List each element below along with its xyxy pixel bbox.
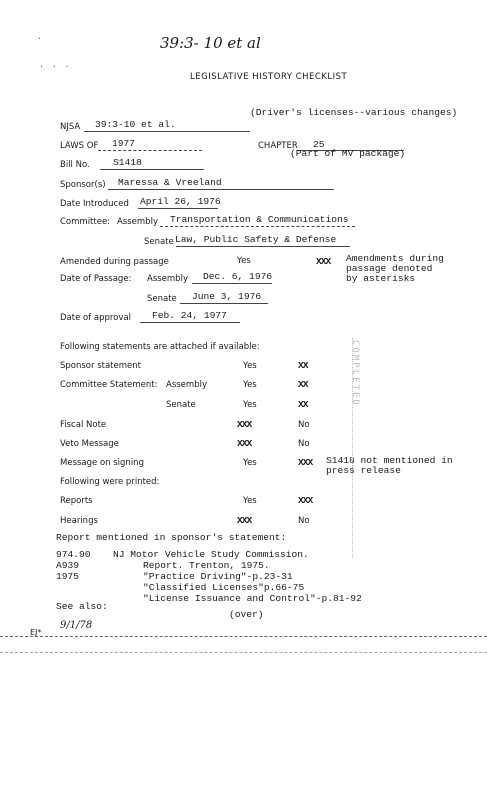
header-note: (Driver's licenses--various changes) bbox=[250, 107, 458, 118]
sponsor-statement-label: Sponsor statement bbox=[60, 361, 141, 371]
laws-of-label: LAWS OF bbox=[60, 141, 99, 151]
committee-statement-assembly-yes: Yes bbox=[243, 380, 257, 390]
handwritten-title: 39:3- 10 et al bbox=[160, 34, 261, 52]
committee-senate-underline bbox=[176, 246, 350, 247]
date-introduced-value: April 26, 1976 bbox=[140, 196, 221, 207]
hearings-no: No bbox=[298, 516, 310, 526]
initials: EJ* bbox=[30, 628, 42, 637]
njsa-value: 39:3-10 et al. bbox=[95, 119, 176, 130]
message-signing-note-1: S1418 not mentioned in bbox=[326, 455, 453, 466]
amended-note-2: passage denoted bbox=[346, 263, 433, 274]
faded-stamp-text: COMPLETED bbox=[350, 340, 360, 407]
bill-no-value: S1418 bbox=[113, 157, 142, 168]
report-call-1: 974.90 bbox=[56, 549, 91, 560]
committee-statement-senate-no: XX bbox=[298, 399, 308, 410]
bill-no-underline bbox=[100, 169, 204, 170]
report-call-3: 1975 bbox=[56, 571, 80, 582]
passage-assembly-underline bbox=[192, 283, 272, 284]
fiscal-note-yes: XXX bbox=[237, 419, 252, 430]
report-line-1: NJ Motor Vehicle Study Commission. bbox=[113, 549, 309, 560]
margin-mark: · · · bbox=[40, 62, 69, 73]
sponsors-value: Maressa & Vreeland bbox=[118, 177, 222, 188]
bottom-rule bbox=[0, 636, 487, 637]
message-signing-label: Message on signing bbox=[60, 458, 144, 468]
fiscal-note-no: No bbox=[298, 420, 310, 430]
committee-statement-assembly: Assembly bbox=[166, 380, 207, 390]
passage-senate-value: June 3, 1976 bbox=[192, 291, 262, 302]
over-note: (over) bbox=[229, 609, 264, 620]
fiscal-note-label: Fiscal Note bbox=[60, 420, 107, 430]
njsa-label: NJSA bbox=[60, 122, 81, 132]
margin-mark: · bbox=[38, 34, 42, 45]
chapter-label: CHAPTER bbox=[258, 141, 298, 151]
njsa-underline bbox=[84, 131, 250, 132]
passage-senate-label: Senate bbox=[147, 294, 177, 304]
hearings-yes: XXX bbox=[237, 515, 252, 526]
date-of-passage-label: Date of Passage: bbox=[60, 274, 132, 284]
committee-label: Committee: bbox=[60, 217, 111, 227]
passage-senate-underline bbox=[180, 303, 268, 304]
committee-statement-senate-yes: Yes bbox=[243, 400, 257, 410]
committee-assembly-value: Transportation & Communications bbox=[170, 214, 349, 225]
message-signing-yes: Yes bbox=[243, 458, 257, 468]
amended-yes: Yes bbox=[237, 256, 251, 266]
committee-assembly-label: Assembly bbox=[117, 217, 158, 227]
committee-assembly-underline bbox=[160, 226, 355, 227]
passage-assembly-label: Assembly bbox=[147, 274, 188, 284]
report-line-4: "Classified Licenses"p.66-75 bbox=[143, 582, 305, 593]
chapter-value: 25 bbox=[313, 139, 325, 150]
report-call-2: A939 bbox=[56, 560, 80, 571]
committee-statement-label: Committee Statement: bbox=[60, 380, 158, 390]
message-signing-note-2: press release bbox=[326, 465, 401, 476]
date-introduced-label: Date Introduced bbox=[60, 199, 129, 209]
passage-assembly-value: Dec. 6, 1976 bbox=[203, 271, 273, 282]
reports-yes: Yes bbox=[243, 496, 257, 506]
doc-title: LEGISLATIVE HISTORY CHECKLIST bbox=[190, 72, 348, 82]
amended-note-3: by asterisks bbox=[346, 273, 416, 284]
laws-of-value: 1977 bbox=[112, 138, 136, 149]
laws-of-underline bbox=[98, 150, 202, 151]
committee-statement-assembly-no: XX bbox=[298, 379, 308, 390]
sponsor-statement-yes: Yes bbox=[243, 361, 257, 371]
date-of-approval-underline bbox=[140, 322, 240, 323]
bottom-rule-2 bbox=[0, 652, 487, 653]
date-introduced-underline bbox=[138, 208, 218, 209]
message-signing-no: XXX bbox=[298, 457, 313, 468]
date-of-approval-value: Feb. 24, 1977 bbox=[152, 310, 227, 321]
sponsors-label: Sponsor(s) bbox=[60, 180, 106, 190]
veto-message-no: No bbox=[298, 439, 310, 449]
bill-no-label: Bill No. bbox=[60, 160, 90, 170]
report-line-2: Report. Trenton, 1975. bbox=[143, 560, 270, 571]
veto-message-yes: XXX bbox=[237, 438, 252, 449]
amended-label: Amended during passage bbox=[60, 257, 169, 267]
committee-senate-value: Law, Public Safety & Defense bbox=[175, 234, 337, 245]
date-stamp: 9/1/78 bbox=[60, 620, 93, 631]
date-of-approval-label: Date of approval bbox=[60, 313, 132, 323]
report-line-3: "Practice Driving"-p.23-31 bbox=[143, 571, 293, 582]
committee-statement-senate: Senate bbox=[166, 400, 196, 410]
chapter-note: (Part of MV package) bbox=[290, 148, 406, 159]
veto-message-label: Veto Message bbox=[60, 439, 119, 449]
amended-no-struck: XXX bbox=[316, 256, 331, 267]
amended-note-1: Amendments during bbox=[346, 253, 444, 264]
report-heading: Report mentioned in sponsor's statement: bbox=[56, 532, 287, 543]
statements-heading: Following statements are attached if available: bbox=[60, 342, 260, 352]
sponsors-underline bbox=[108, 189, 334, 190]
reports-no: XXX bbox=[298, 495, 313, 506]
report-line-5: "License Issuance and Control"-p.81-92 bbox=[143, 593, 362, 604]
sponsor-statement-no: XX bbox=[298, 360, 308, 371]
see-also: See also: bbox=[56, 601, 108, 612]
reports-label: Reports bbox=[60, 496, 93, 506]
printed-heading: Following were printed: bbox=[60, 477, 160, 487]
committee-senate-label: Senate bbox=[144, 237, 174, 247]
hearings-label: Hearings bbox=[60, 516, 98, 526]
